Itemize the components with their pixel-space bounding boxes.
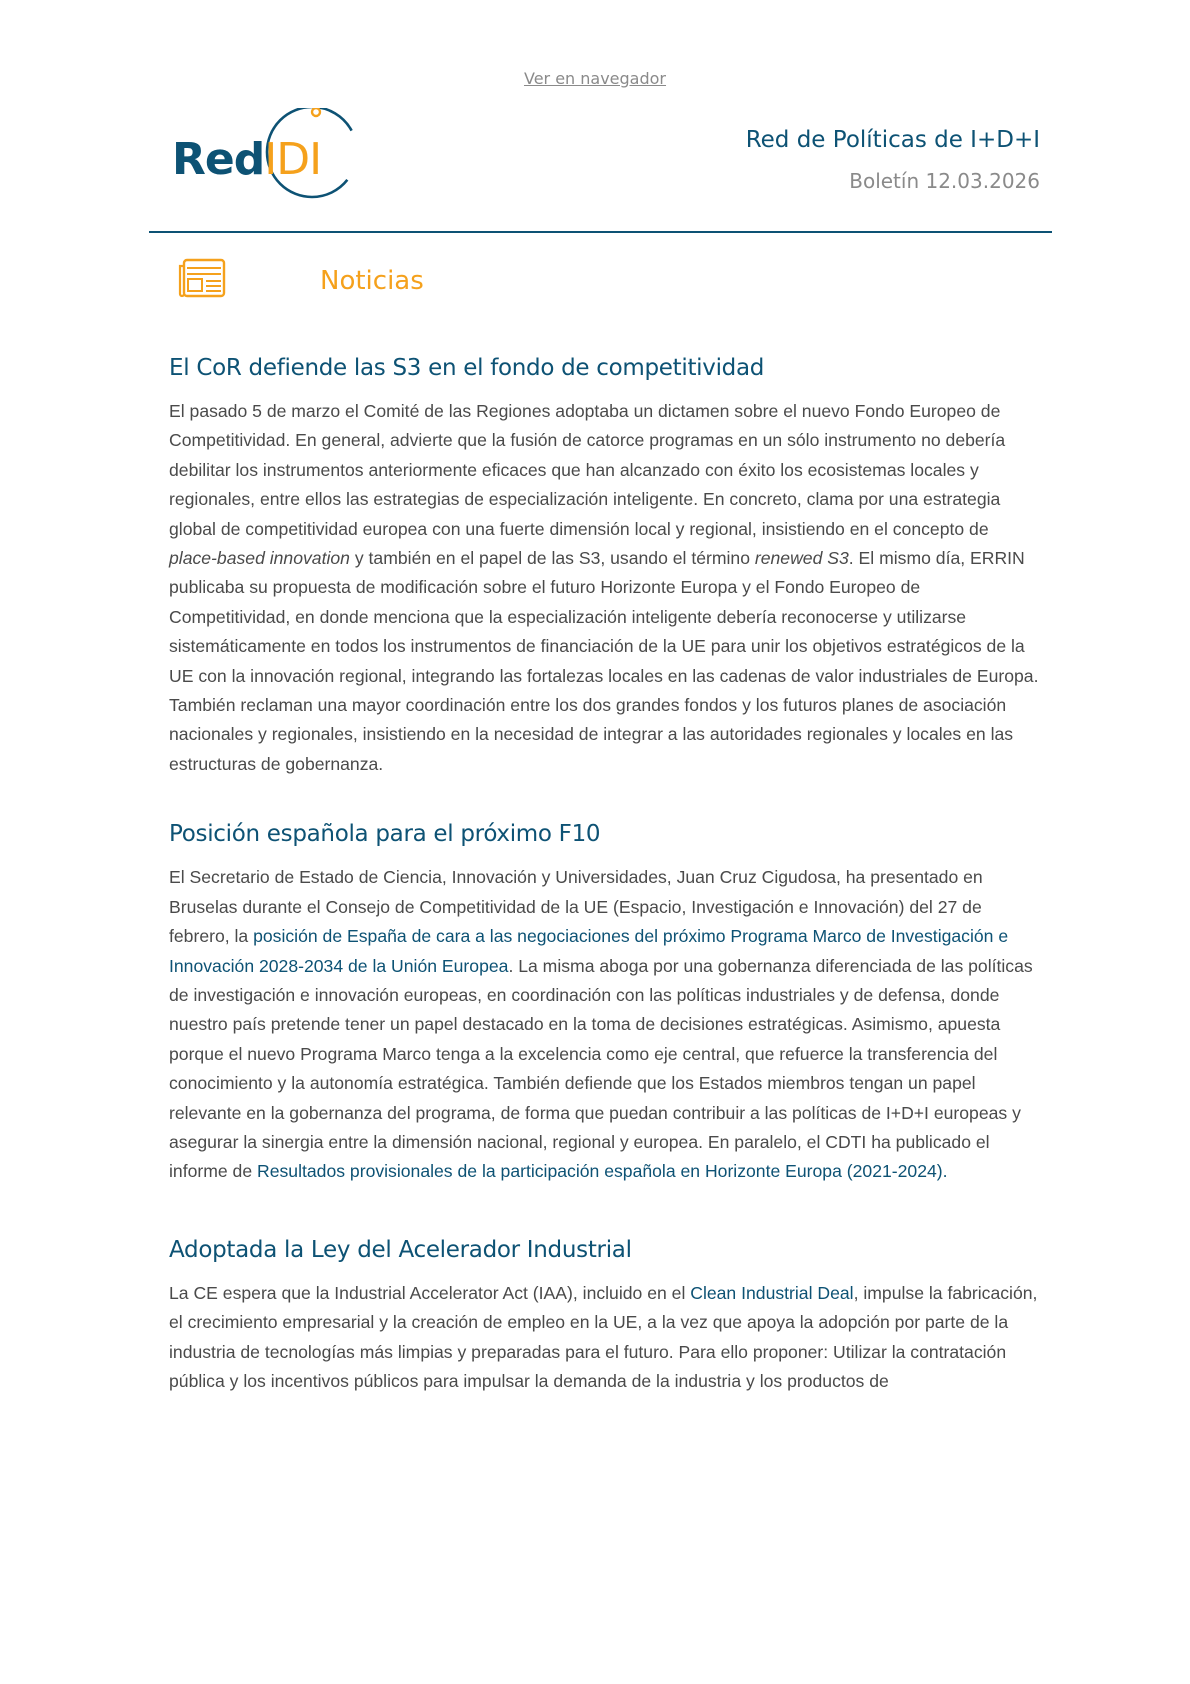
- view-in-browser-link[interactable]: Ver en navegador: [523, 69, 667, 88]
- spain-position-link[interactable]: posición de España de cara a las negociaciones del próximo Programa Marco de Investigación e Innovación 2028-2034 de la Unión Europea: [169, 926, 1009, 976]
- header-info: [746, 127, 1040, 193]
- header-divider: [149, 231, 1052, 233]
- body-text: La CE espera que la Industrial Accelerator Act (IAA), incluido en el: [169, 1282, 691, 1303]
- body-text: y también en el papel de las S3, usando el término: [349, 548, 755, 569]
- body-emphasis: renewed S3: [754, 548, 849, 569]
- body-text: , impulse la fabricación, el crecimiento empresarial y la creación de empleo en la UE, a la vez que apoya la adopción por parte de la industria de tecnologías más limpias y preparadas para el futuro. Para ello proponer: Utilizar la contratación pública y los incentivos públicos para impulsar la demanda de la industria y los productos de: [169, 1282, 1038, 1391]
- article-title: Adoptada la Ley del Acelerador Industrial: [169, 1236, 632, 1263]
- section-header: [178, 258, 778, 308]
- body-text: . La misma aboga por una gobernanza diferenciada de las políticas de investigación e innovación europeas, en coordinación con las políticas industriales y de defensa, donde nuestro país pretende tener un papel destacado en la toma de decisiones estratégicas. Asimismo, apuesta porque el nuevo Programa Marco tenga a la excelencia como eje central, que refuerce la transferencia del conocimiento y la autonomía estratégica. También defiende que los Estados miembros tengan un papel relevante en la gobernanza del programa, de forma que puedan contribuir a las políticas de I+D+I europeas y asegurar la sinergia entre la dimensión nacional, regional y europea. En paralelo, el CDTI ha publicado el informe de: [169, 955, 1033, 1182]
- cdti-results-link[interactable]: Resultados provisionales de la participación española en Horizonte Europa (2021-2024).: [257, 1161, 948, 1182]
- news-content: [169, 355, 1039, 1436]
- article-body: [169, 1279, 1039, 1397]
- logo-red: Red: [172, 134, 265, 185]
- newspaper-icon: [178, 258, 228, 300]
- rediDI-logo: [172, 108, 372, 218]
- body-text: El Secretario de Estado de Ciencia, Innovación y Universidades, Juan Cruz Cigudosa, ha presentado en Bruselas durante el Consejo de Competitividad de la UE (Espacio, Investigación e Innovación) del 27 de febrero, la: [169, 867, 983, 947]
- view-in-browser-bar: [0, 69, 1190, 88]
- body-text: . El mismo día, ERRIN publicaba su propuesta de modificación sobre el futuro Horizonte Europa y el Fondo Europeo de Competitividad, en donde menciona que la especialización inteligente debería reconocerse y utilizarse sistemáticamente en todos los instrumentos de financiación de la UE para unir los objetivos estratégicos de la UE con la innovación regional, integrando las fortalezas locales en las cadenas de valor industriales de Europa. También reclaman una mayor coordinación entre los dos grandes fondos y los futuros planes de asociación nacionales y regionales, insistiendo en la necesidad de integrar a las autoridades regionales y locales en las estructuras de gobernanza.: [169, 548, 1039, 774]
- section-title: Noticias: [320, 266, 424, 296]
- logo-idi: IDI: [264, 134, 322, 185]
- body-emphasis: place-based innovation: [169, 548, 350, 569]
- article-title: Posición española para el próximo F10: [169, 821, 601, 848]
- article-spanish-position-f10: [169, 821, 1039, 1186]
- article-body: [169, 863, 1039, 1186]
- article-body: [169, 397, 1039, 779]
- network-title: Red de Políticas de I+D+I: [745, 127, 1040, 153]
- article-cor-s3: [169, 355, 1039, 779]
- body-text: El pasado 5 de marzo el Comité de las Regiones adoptaba un dictamen sobre el nuevo Fondo Europeo de Competitividad. En general, advierte que la fusión de catorce programas en un sólo instrumento no debería debilitar los instrumentos anteriormente eficaces que han alcanzado con éxito los ecosistemas locales y regionales, entre ellos las estrategias de especialización inteligente. En concreto, clama por una estrategia global de competitividad europea con una fuerte dimensión local y regional, insistiendo en el concepto de: [169, 401, 1006, 539]
- clean-industrial-deal-link[interactable]: Clean Industrial Deal: [690, 1282, 854, 1303]
- bulletin-date: Boletín 12.03.2026: [849, 169, 1040, 193]
- article-title: El CoR defiende las S3 en el fondo de competitividad: [169, 355, 765, 381]
- article-industrial-accelerator: [169, 1237, 1039, 1397]
- logo-wordmark: [172, 134, 321, 185]
